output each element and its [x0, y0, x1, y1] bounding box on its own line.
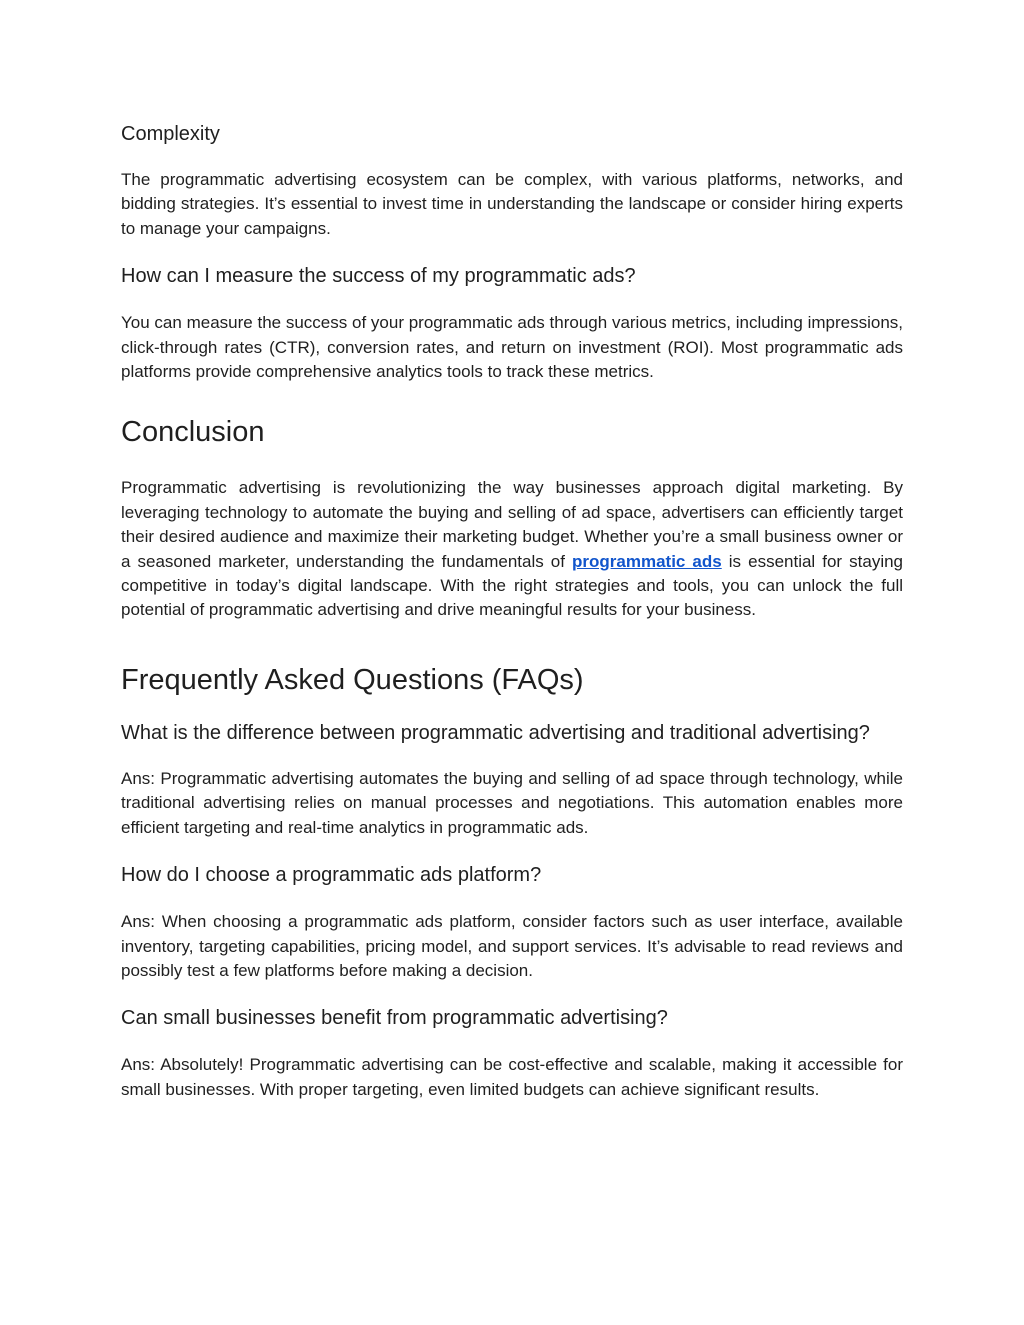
faq-answer: Ans: Absolutely! Programmatic advertising can be cost-effective and scalable, making it accessible for small businesses. With proper targeting, even limited budgets can achieve significant results. [121, 1055, 903, 1099]
faq-question: What is the difference between programmatic advertising and traditional advertising? [121, 721, 870, 744]
faq-heading: Frequently Asked Questions (FAQs) [121, 663, 584, 696]
conclusion-paragraph [121, 476, 903, 622]
faq-answer: Ans: When choosing a programmatic ads platform, consider factors such as user interface, available inventory, targeting capabilities, pricing model, and support services. It’s advisable to read reviews and possibly test a few platforms before making a decision. [121, 912, 903, 980]
complexity-heading: Complexity [121, 123, 220, 145]
faq-question: Can small businesses benefit from programmatic advertising? [121, 1007, 668, 1030]
measure-success-heading: How can I measure the success of my programmatic ads? [121, 265, 636, 288]
programmatic-ads-link[interactable]: programmatic ads [572, 551, 722, 571]
conclusion-text-before-link: Programmatic advertising is revolutionizing the way businesses approach digital marketing. By leveraging technology to automate the buying and selling of ad space, advertisers can efficiently target their desired audience and maximize their marketing budget. Whether you’re a small business owner or a seasoned marketer, understanding the fundamentals of [121, 478, 903, 571]
faq-question: How do I choose a programmatic ads platform? [121, 864, 542, 887]
measure-success-paragraph: You can measure the success of your programmatic ads through various metrics, including impressions, click-through rates (CTR), conversion rates, and return on investment (ROI). Most programmatic ads platforms provide comprehensive analytics tools to track these metrics. [121, 313, 903, 382]
complexity-paragraph: The programmatic advertising ecosystem can be complex, with various platforms, networks, and bidding strategies. It’s essential to invest time in understanding the landscape or consider hiring experts to manage your campaigns. [121, 170, 903, 238]
conclusion-heading: Conclusion [121, 416, 265, 449]
faq-answer: Ans: Programmatic advertising automates the buying and selling of ad space through technology, while traditional advertising relies on manual processes and negotiations. This automation enables more efficient targeting and real-time analytics in programmatic ads. [121, 768, 903, 837]
conclusion-text-after-link: is essential for staying competitive in today’s digital landscape. With the right strategies and tools, you can unlock the full potential of programmatic advertising and drive meaningful results for your business. [121, 551, 904, 620]
